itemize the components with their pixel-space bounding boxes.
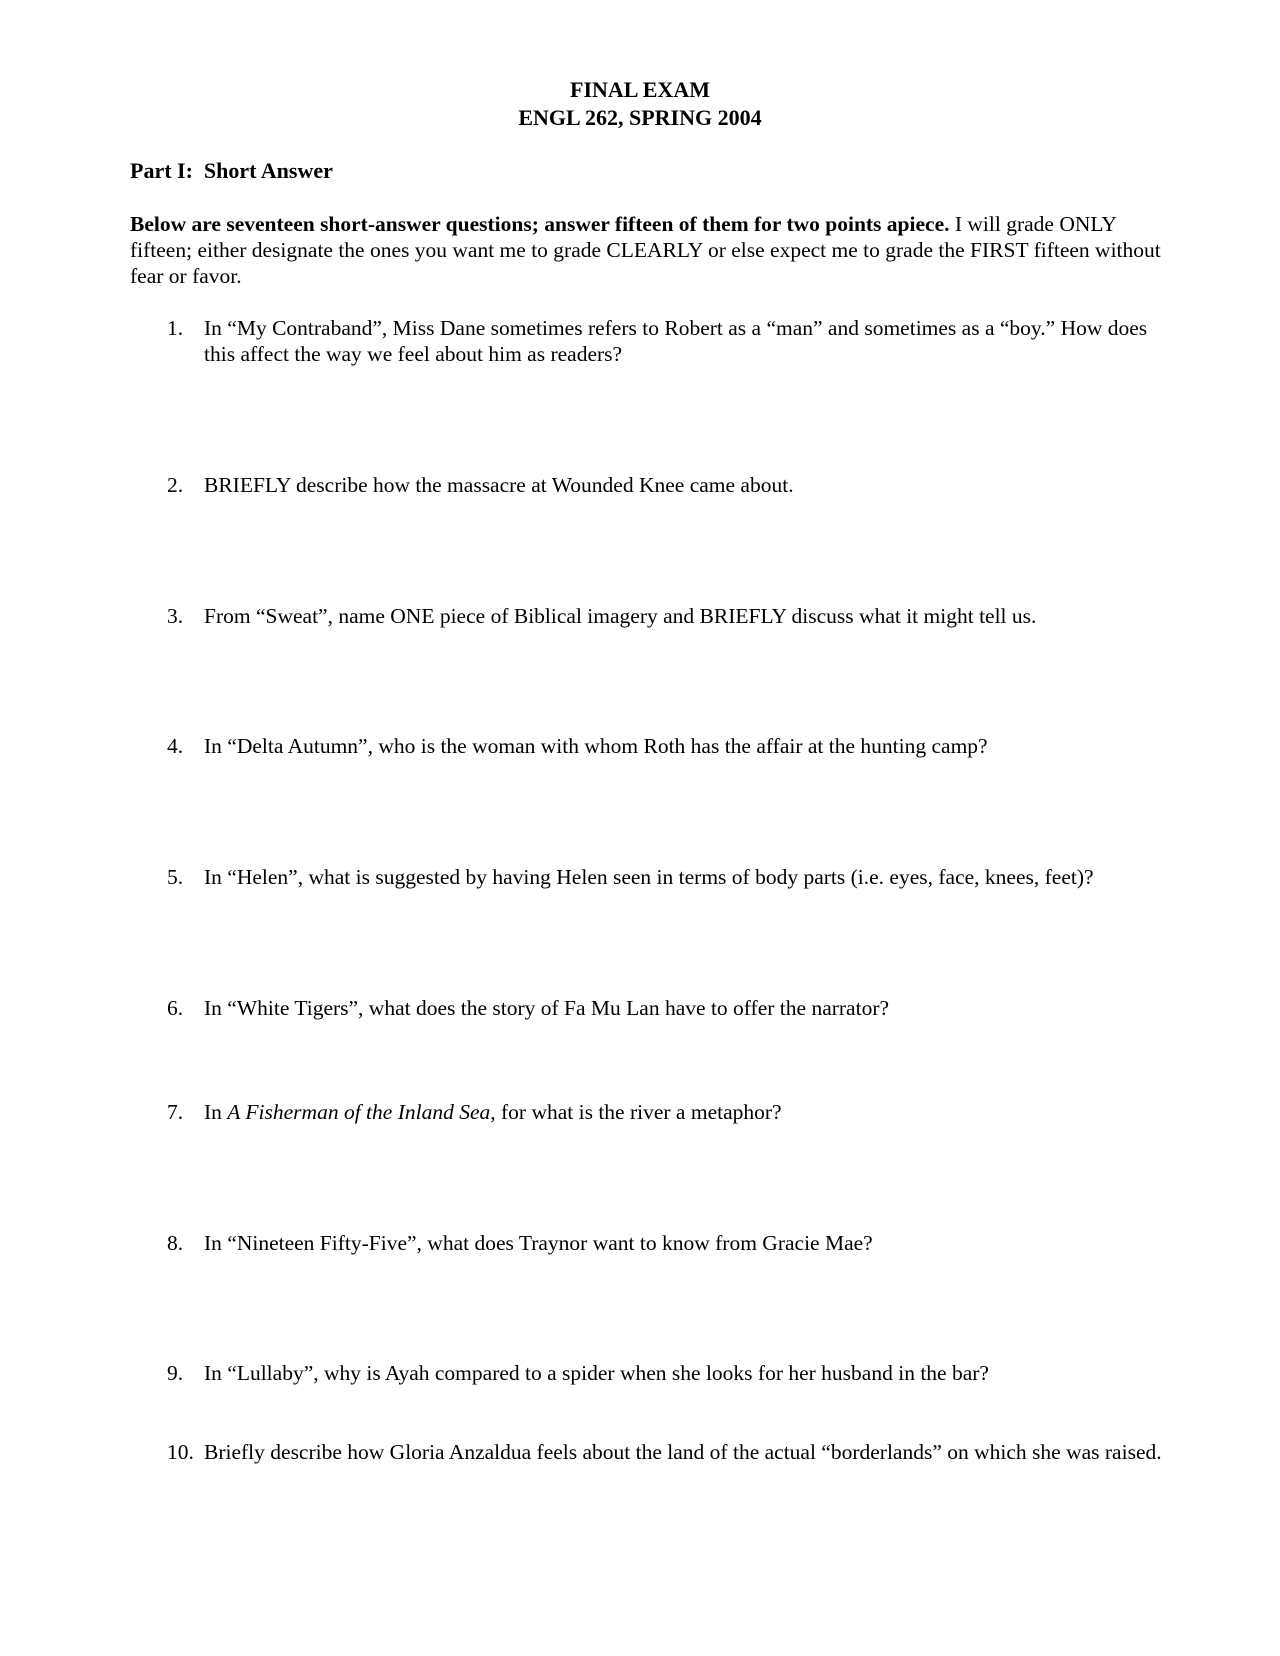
question-text bbox=[204, 1099, 1164, 1125]
question-number: 8. bbox=[167, 1231, 184, 1255]
question-text-pre: In bbox=[204, 1100, 228, 1124]
question-number: 9. bbox=[167, 1361, 184, 1385]
question-number: 5. bbox=[167, 865, 184, 889]
question-text: From “Sweat”, name ONE piece of Biblical imagery and BRIEFLY discuss what it might tell us. bbox=[204, 604, 1037, 628]
question-text: In “Helen”, what is suggested by having Helen seen in terms of body parts (i.e. eyes, face, knees, feet)? bbox=[204, 865, 1094, 889]
question-number: 7. bbox=[167, 1100, 184, 1124]
question-text: BRIEFLY describe how the massacre at Wounded Knee came about. bbox=[204, 473, 794, 497]
book-title: A Fisherman of the Inland Sea bbox=[227, 1100, 491, 1124]
question-text: Briefly describe how Gloria Anzaldua feels about the land of the actual “borderlands” on which she was raised. bbox=[204, 1440, 1162, 1464]
question-number: 3. bbox=[167, 604, 184, 628]
question-text: In “My Contraband”, Miss Dane sometimes refers to Robert as a “man” and sometimes as a “boy.” How does this affect the way we feel about him as readers? bbox=[204, 316, 1148, 366]
instructions-text: I will grade ONLY fifteen; either designate the ones you want me to grade CLEARLY or else expect me to grade the FIRST fifteen without fear or favor. bbox=[130, 212, 1161, 288]
question-number: 1. bbox=[167, 316, 184, 340]
instructions-bold: Below are seventeen short-answer questions; answer fifteen of them for two points apiece. bbox=[130, 212, 950, 236]
question-number: 10. bbox=[167, 1440, 194, 1464]
part-heading: Part I: Short Answer bbox=[130, 158, 333, 183]
exam-title: FINAL EXAM bbox=[570, 77, 710, 102]
question-text: In “Lullaby”, why is Ayah compared to a spider when she looks for her husband in the bar? bbox=[204, 1361, 989, 1385]
instructions-paragraph bbox=[130, 211, 1170, 289]
question-number: 4. bbox=[167, 734, 184, 758]
question-number: 6. bbox=[167, 996, 184, 1020]
course-title: ENGL 262, SPRING 2004 bbox=[518, 105, 762, 130]
question-text: In “Delta Autumn”, who is the woman with whom Roth has the affair at the hunting camp? bbox=[204, 734, 988, 758]
question-text-post: , for what is the river a metaphor? bbox=[490, 1100, 782, 1124]
question-text: In “Nineteen Fifty-Five”, what does Traynor want to know from Gracie Mae? bbox=[204, 1231, 873, 1255]
question-number: 2. bbox=[167, 473, 184, 497]
question-text: In “White Tigers”, what does the story of Fa Mu Lan have to offer the narrator? bbox=[204, 996, 890, 1020]
